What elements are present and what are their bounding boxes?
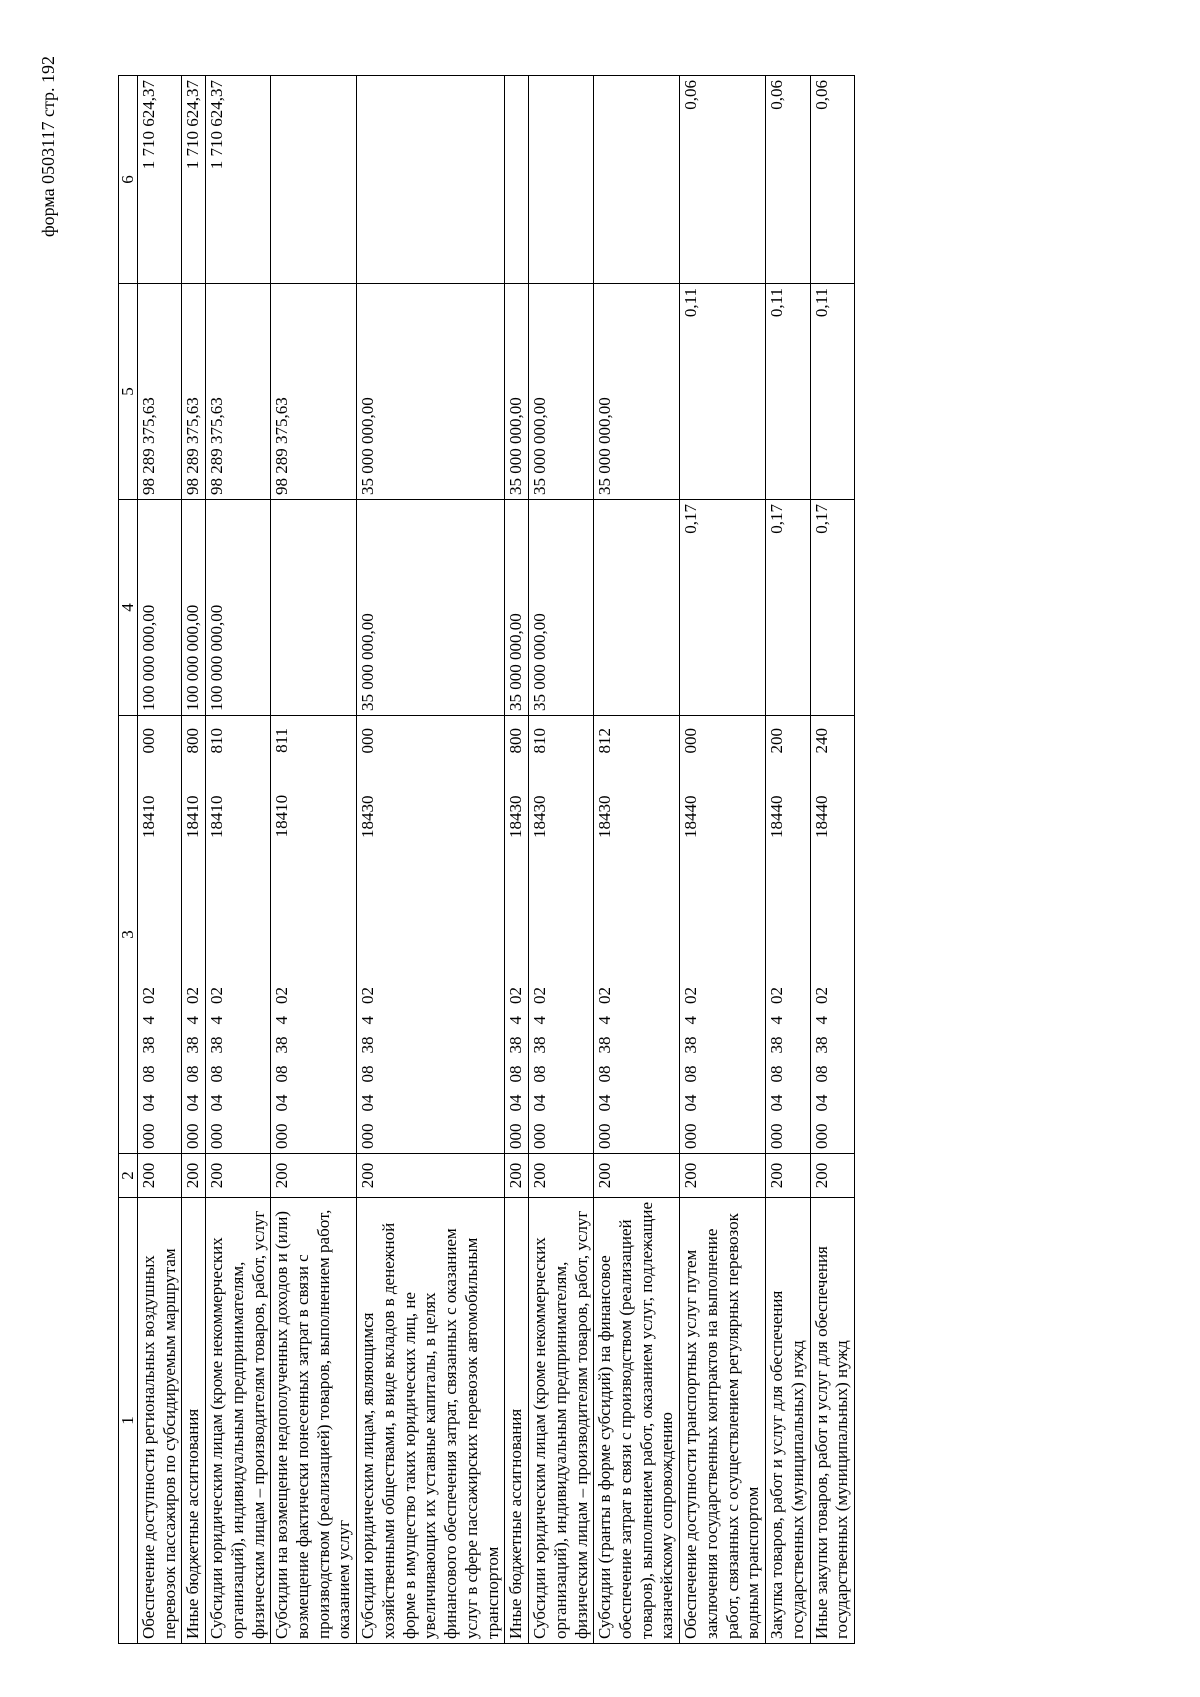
cell-text-code-4: 4	[138, 1016, 158, 1025]
cell-text-col5: 98 289 375,63	[272, 397, 292, 495]
cell-text-col5: 98 289 375,63	[183, 397, 203, 495]
cell-text-col6: 1 710 624,37	[183, 80, 203, 170]
cell-text-code-4: 4	[358, 1016, 378, 1025]
row-budget-code	[766, 716, 810, 1154]
row-col6-value	[206, 76, 271, 284]
cell-text-code-1: 04	[183, 1094, 203, 1112]
cell-text-code-7: 000	[138, 728, 158, 754]
row-name	[810, 1198, 854, 1644]
row-col5-value	[357, 284, 505, 500]
cell-text-line: 200	[358, 1162, 378, 1189]
cell-text-col5: 35 000 000,00	[506, 397, 526, 495]
cell-text-code-2: 08	[767, 1065, 787, 1083]
cell-text-code-4: 4	[530, 1016, 550, 1025]
cell-text-code-5: 02	[506, 987, 526, 1004]
row-name	[357, 1198, 505, 1644]
column-number: 3	[119, 716, 138, 1154]
row-col4-value	[680, 500, 766, 716]
cell-text-code-6: 18410	[138, 795, 158, 838]
cell-text-code-3: 38	[138, 1036, 158, 1054]
row-col6-value	[810, 76, 854, 284]
report-table	[118, 75, 855, 1644]
table-row	[594, 76, 680, 1644]
column-number: 5	[119, 284, 138, 500]
row-col4-value	[182, 500, 206, 716]
row-line-code	[766, 1154, 810, 1198]
row-budget-code	[182, 716, 206, 1154]
cell-text-name: Иные бюджетные ассигнования	[506, 1408, 526, 1639]
row-line-code	[357, 1154, 505, 1198]
cell-text-line: 200	[138, 1162, 158, 1189]
column-number-row	[119, 76, 138, 1644]
cell-text-code-0: 000	[506, 1123, 526, 1149]
cell-text-code-7: 800	[506, 728, 526, 754]
row-col5-value	[680, 284, 766, 500]
row-col6-value	[137, 76, 181, 284]
row-col5-value	[182, 284, 206, 500]
row-col6-value	[594, 76, 680, 284]
row-col4-value	[810, 500, 854, 716]
column-number: 1	[119, 1198, 138, 1644]
cell-text-code-2: 08	[207, 1065, 227, 1083]
cell-text-code-5: 02	[595, 987, 615, 1004]
cell-text-name: Субсидии юридическим лицам (кроме некоммерческих организаций), индивидуальным предпринимателям, физическим лицам – производителям товаров, работ, услуг	[207, 1210, 268, 1639]
cell-text-code-0: 000	[530, 1123, 550, 1149]
table-row	[182, 76, 206, 1644]
row-col5-value	[810, 284, 854, 500]
cell-text-code-3: 38	[681, 1036, 701, 1054]
cell-text-code-7: 200	[767, 728, 787, 754]
row-line-code	[271, 1154, 357, 1198]
cell-text-code-1: 04	[681, 1094, 701, 1112]
row-budget-code	[206, 716, 271, 1154]
cell-text-line: 200	[681, 1162, 701, 1189]
cell-text-code-7: 810	[207, 728, 227, 754]
cell-text-code-1: 04	[358, 1094, 378, 1112]
cell-text-code-0: 000	[272, 1123, 292, 1149]
cell-text-col4: 0,17	[681, 504, 701, 534]
cell-text-code-2: 08	[595, 1065, 615, 1083]
cell-text-code-6: 18430	[506, 795, 526, 838]
cell-text-col4: 0,17	[767, 504, 787, 534]
row-line-code	[182, 1154, 206, 1198]
cell-text-code-6: 18440	[811, 795, 831, 838]
cell-text-name: Субсидии (гранты в форме субсидий) на финансовое обеспечение затрат в связи с производством (реализацией товаров), выполнением работ, оказанием услуг, подлежащие казначейскому сопровождению	[595, 1201, 677, 1639]
table-row	[766, 76, 810, 1644]
column-number: 4	[119, 500, 138, 716]
row-col4-value	[271, 500, 357, 716]
cell-text-code-4: 4	[595, 1016, 615, 1025]
table-row	[206, 76, 271, 1644]
row-col4-value	[357, 500, 505, 716]
cell-text-code-2: 08	[272, 1065, 292, 1083]
cell-text-code-4: 4	[506, 1016, 526, 1025]
cell-text-name: Обеспечение доступности региональных воздушных перевозок пассажиров по субсидируемым маршрутам	[138, 1248, 179, 1639]
row-name	[271, 1198, 357, 1644]
cell-text-col5: 98 289 375,63	[138, 397, 158, 495]
table-row	[357, 76, 505, 1644]
row-name	[766, 1198, 810, 1644]
row-col5-value	[271, 284, 357, 500]
row-budget-code	[357, 716, 505, 1154]
row-line-code	[810, 1154, 854, 1198]
cell-text-code-2: 08	[681, 1065, 701, 1083]
cell-text-code-2: 08	[138, 1065, 158, 1083]
table-row	[505, 76, 529, 1644]
row-col6-value	[271, 76, 357, 284]
cell-text-code-2: 08	[811, 1065, 831, 1083]
cell-text-code-1: 04	[207, 1094, 227, 1112]
row-col4-value	[529, 500, 594, 716]
cell-text-name: Субсидии юридическим лицам, являющимся хозяйственными обществами, в виде вкладов в денежной форме в имущество таких юридических лиц, не увеличивающих их уставные капиталы, в целях финансового обеспечения затрат, связанных с оказанием услуг в сфере пассажирских перевозок автомобильным транспортом	[358, 1222, 502, 1639]
cell-text-col4: 35 000 000,00	[530, 613, 550, 711]
table-row	[680, 76, 766, 1644]
cell-text-code-3: 38	[767, 1036, 787, 1054]
row-col5-value	[206, 284, 271, 500]
cell-text-col6: 1 710 624,37	[207, 80, 227, 170]
cell-text-code-4: 4	[183, 1016, 203, 1025]
cell-text-code-0: 000	[595, 1123, 615, 1149]
row-budget-code	[680, 716, 766, 1154]
cell-text-code-6: 18430	[358, 795, 378, 838]
cell-text-line: 200	[506, 1162, 526, 1189]
row-budget-code	[271, 716, 357, 1154]
cell-text-code-0: 000	[811, 1123, 831, 1149]
cell-text-code-5: 02	[183, 987, 203, 1004]
cell-text-code-6: 18410	[183, 795, 203, 838]
cell-text-col5: 35 000 000,00	[595, 397, 615, 495]
cell-text-line: 200	[183, 1162, 203, 1189]
cell-text-code-7: 000	[681, 728, 701, 754]
cell-text-col4: 100 000 000,00	[183, 604, 203, 711]
cell-text-line: 200	[272, 1162, 292, 1189]
row-name	[594, 1198, 680, 1644]
row-line-code	[505, 1154, 529, 1198]
cell-text-code-4: 4	[681, 1016, 701, 1025]
row-col6-value	[182, 76, 206, 284]
cell-text-code-4: 4	[767, 1016, 787, 1025]
cell-text-code-5: 02	[681, 987, 701, 1004]
cell-text-code-5: 02	[530, 987, 550, 1004]
row-col6-value	[529, 76, 594, 284]
table-row	[810, 76, 854, 1644]
cell-text-line: 200	[207, 1162, 227, 1189]
cell-text-code-7: 240	[811, 728, 831, 754]
cell-text-code-6: 18410	[207, 795, 227, 838]
cell-text-code-1: 04	[506, 1094, 526, 1112]
table-row	[529, 76, 594, 1644]
row-budget-code	[594, 716, 680, 1154]
row-col6-value	[357, 76, 505, 284]
row-col5-value	[529, 284, 594, 500]
cell-text-line: 200	[767, 1162, 787, 1189]
row-col4-value	[594, 500, 680, 716]
cell-text-col6: 0,06	[811, 80, 831, 110]
cell-text-name: Закупка товаров, работ и услуг для обеспечения государственных (муниципальных) нужд	[767, 1290, 807, 1639]
table-body	[137, 76, 854, 1644]
cell-text-col6: 0,06	[681, 80, 701, 110]
cell-text-code-0: 000	[681, 1123, 701, 1149]
row-budget-code	[529, 716, 594, 1154]
cell-text-code-6: 18430	[530, 795, 550, 838]
row-col5-value	[505, 284, 529, 500]
row-col6-value	[505, 76, 529, 284]
cell-text-col5: 0,11	[681, 288, 701, 318]
row-name	[680, 1198, 766, 1644]
cell-text-code-3: 38	[530, 1036, 550, 1054]
row-name	[529, 1198, 594, 1644]
cell-text-code-3: 38	[183, 1036, 203, 1054]
cell-text-col6: 1 710 624,37	[138, 80, 158, 170]
cell-text-code-3: 38	[207, 1036, 227, 1054]
cell-text-code-7: 812	[595, 728, 615, 754]
cell-text-code-0: 000	[138, 1123, 158, 1149]
cell-text-code-6: 18440	[681, 795, 701, 838]
cell-text-code-0: 000	[358, 1123, 378, 1149]
cell-text-code-4: 4	[272, 1016, 292, 1025]
row-budget-code	[505, 716, 529, 1154]
cell-text-code-0: 000	[767, 1123, 787, 1149]
cell-text-code-2: 08	[506, 1065, 526, 1083]
cell-text-code-1: 04	[595, 1094, 615, 1112]
row-line-code	[206, 1154, 271, 1198]
cell-text-code-4: 4	[811, 1016, 831, 1025]
cell-text-code-2: 08	[183, 1065, 203, 1083]
cell-text-code-1: 04	[272, 1094, 292, 1112]
cell-text-code-1: 04	[138, 1094, 158, 1112]
column-number: 2	[119, 1154, 138, 1198]
cell-text-col5: 0,11	[767, 288, 787, 318]
row-budget-code	[137, 716, 181, 1154]
row-budget-code	[810, 716, 854, 1154]
cell-text-code-2: 08	[358, 1065, 378, 1083]
cell-text-name: Обеспечение доступности транспортных услуг путем заключения государственных контрактов на выполнение работ, связанных с осуществлением регулярных перевозок водным транспортом	[681, 1213, 763, 1639]
cell-text-col5: 35 000 000,00	[358, 397, 378, 495]
cell-text-code-5: 02	[138, 987, 158, 1004]
row-col5-value	[137, 284, 181, 500]
cell-text-code-3: 38	[506, 1036, 526, 1054]
cell-text-col4: 35 000 000,00	[506, 613, 526, 711]
row-line-code	[137, 1154, 181, 1198]
cell-text-code-5: 02	[811, 987, 831, 1004]
cell-text-code-5: 02	[358, 987, 378, 1004]
cell-text-code-5: 02	[767, 987, 787, 1004]
row-line-code	[594, 1154, 680, 1198]
cell-text-code-1: 04	[811, 1094, 831, 1112]
row-col4-value	[766, 500, 810, 716]
cell-text-col5: 0,11	[811, 288, 831, 318]
row-col4-value	[206, 500, 271, 716]
cell-text-code-6: 18440	[767, 795, 787, 838]
row-col5-value	[594, 284, 680, 500]
cell-text-code-7: 800	[183, 728, 203, 754]
row-col5-value	[766, 284, 810, 500]
cell-text-code-7: 811	[272, 728, 292, 753]
cell-text-code-7: 000	[358, 728, 378, 754]
cell-text-col5: 98 289 375,63	[207, 397, 227, 495]
cell-text-code-0: 000	[183, 1123, 203, 1149]
cell-text-col6: 0,06	[767, 80, 787, 110]
cell-text-code-0: 000	[207, 1123, 227, 1149]
cell-text-line: 200	[595, 1162, 615, 1189]
cell-text-col4: 100 000 000,00	[207, 604, 227, 711]
cell-text-code-1: 04	[530, 1094, 550, 1112]
row-name	[206, 1198, 271, 1644]
cell-text-code-1: 04	[767, 1094, 787, 1112]
cell-text-line: 200	[530, 1162, 550, 1189]
row-col4-value	[137, 500, 181, 716]
cell-text-code-3: 38	[272, 1036, 292, 1054]
cell-text-code-5: 02	[272, 987, 292, 1004]
row-name	[137, 1198, 181, 1644]
cell-text-name: Субсидии юридическим лицам (кроме некоммерческих организаций), индивидуальным предпринимателям, физическим лицам – производителям товаров, работ, услуг	[530, 1210, 591, 1639]
row-name	[182, 1198, 206, 1644]
table-row	[137, 76, 181, 1644]
cell-text-col4: 35 000 000,00	[358, 613, 378, 711]
cell-text-code-3: 38	[811, 1036, 831, 1054]
row-col6-value	[766, 76, 810, 284]
cell-text-code-7: 810	[530, 728, 550, 754]
cell-text-code-3: 38	[595, 1036, 615, 1054]
cell-text-code-6: 18430	[595, 795, 615, 838]
row-col6-value	[680, 76, 766, 284]
cell-text-code-5: 02	[207, 987, 227, 1004]
cell-text-line: 200	[811, 1162, 831, 1189]
row-col4-value	[505, 500, 529, 716]
cell-text-name: Иные закупки товаров, работ и услуг для обеспечения государственных (муниципальных) нужд	[811, 1246, 852, 1639]
row-name	[505, 1198, 529, 1644]
cell-text-code-2: 08	[530, 1065, 550, 1083]
table-row	[271, 76, 357, 1644]
cell-text-code-3: 38	[358, 1036, 378, 1054]
cell-text-code-4: 4	[207, 1016, 227, 1025]
cell-text-col4: 100 000 000,00	[138, 604, 158, 711]
cell-text-name: Субсидии на возмещение недополученных доходов и (или) возмещение фактически понесенных затрат в связи с производством (реализацией) товаров, выполнением работ, оказанием услуг	[272, 1209, 354, 1639]
row-line-code	[529, 1154, 594, 1198]
cell-text-col5: 35 000 000,00	[530, 397, 550, 495]
row-line-code	[680, 1154, 766, 1198]
column-number: 6	[119, 76, 138, 284]
cell-text-col4: 0,17	[811, 504, 831, 534]
cell-text-name: Иные бюджетные ассигнования	[183, 1408, 203, 1639]
form-label: форма 0503117 стр. 192	[38, 55, 58, 237]
cell-text-code-6: 18410	[272, 794, 292, 838]
